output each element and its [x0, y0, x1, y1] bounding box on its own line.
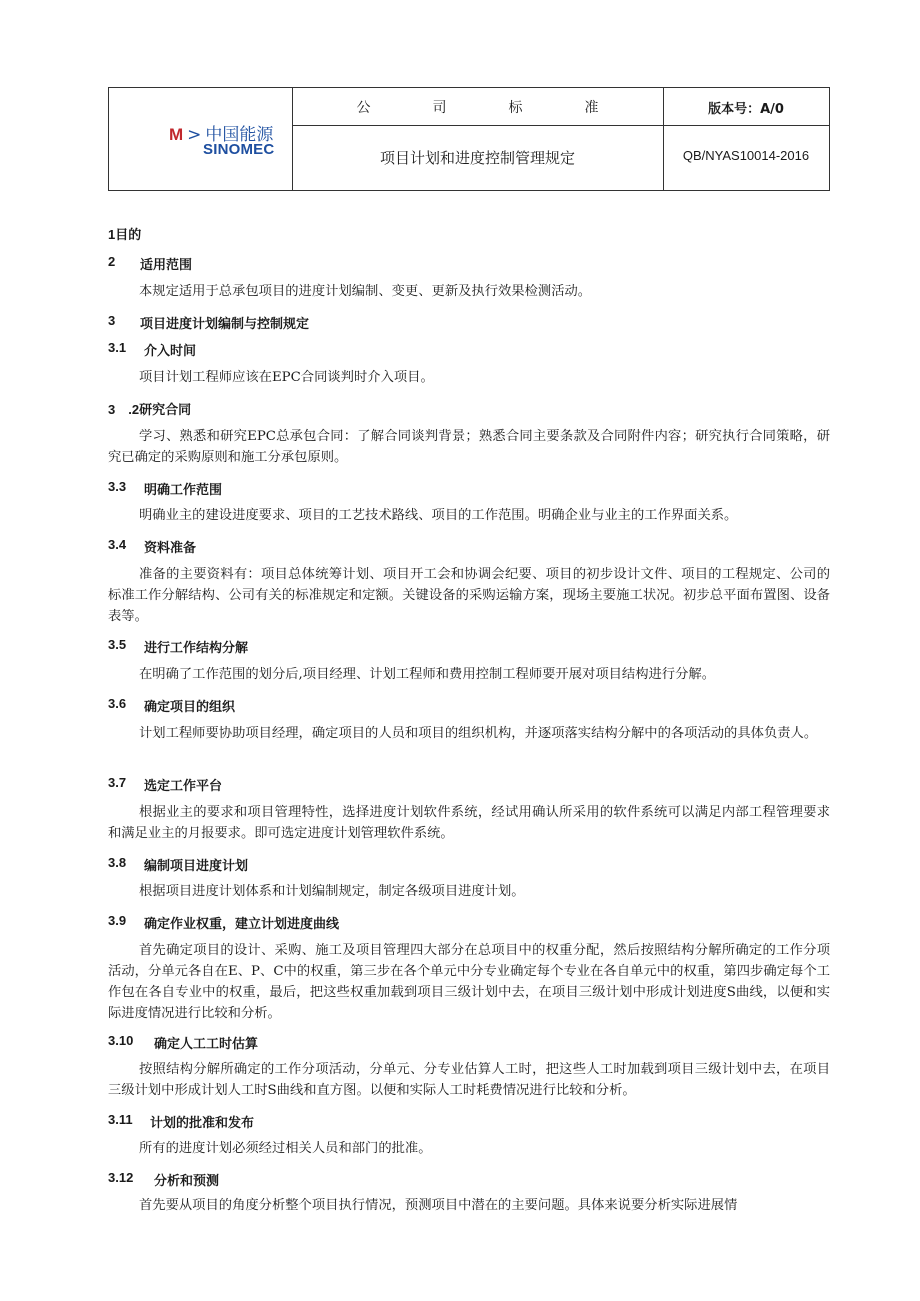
- section-heading: [108, 254, 193, 273]
- section-number: 3.7: [108, 775, 127, 790]
- section-number: 3.12: [108, 1170, 134, 1185]
- section-title: 研究合同: [139, 403, 192, 418]
- section-paragraph: 项目计划工程师应该在EPC合同谈判时介入项目。: [139, 370, 434, 385]
- section-heading: [108, 537, 197, 556]
- document-title: 项目计划和进度控制管理规定: [379, 149, 575, 167]
- section-heading: [108, 855, 249, 874]
- section-heading: [108, 340, 197, 359]
- section-number: 3.8: [108, 855, 127, 870]
- section-paragraph: 首先要从项目的角度分析整个项目执行情况，预测项目中潜在的主要问题。具体来说要分析实际进展情: [139, 1198, 738, 1213]
- logo-chinese-name: 中国能源: [205, 125, 274, 145]
- version-cell: [663, 88, 829, 126]
- section-number: 3.3: [108, 479, 127, 494]
- section-heading: [108, 1033, 259, 1052]
- company-standard-cell: [292, 88, 664, 126]
- document-header-table: [108, 87, 830, 191]
- section-number: 3.10: [108, 1033, 134, 1048]
- section-number: 3 .2: [108, 402, 140, 417]
- section-heading: [108, 775, 223, 794]
- section-title: 目的: [115, 228, 142, 243]
- section-paragraph: 按照结构分解所确定的工作分项活动，分单元、分专业估算人工时，把这些人工时加载到项目三级计划中去，在项目三级计划中形成计划人工时S曲线和直方图。以便和实际人工时耗费情况进行比较和分析。: [108, 1062, 830, 1098]
- company-standard-label: 公司标准: [356, 100, 661, 116]
- section-title: 确定作业权重，建立计划进度曲线: [144, 917, 340, 932]
- section-title: 计划的批准和发布: [150, 1116, 255, 1131]
- section-title: 适用范围: [140, 258, 193, 273]
- version-label: 版本号：A/0: [708, 102, 784, 117]
- doc-code-cell: [663, 125, 829, 190]
- section-number: 3.4: [108, 537, 127, 552]
- section-paragraph: 本规定适用于总承包项目的进度计划编制、变更、更新及执行效果检测活动。: [139, 284, 592, 299]
- section-title: 介入时间: [144, 344, 197, 359]
- section-heading: [108, 1170, 220, 1189]
- section-paragraph: 所有的进度计划必须经过相关人员和部门的批准。: [139, 1141, 432, 1156]
- section-heading: [108, 637, 249, 656]
- section-title: 编制项目进度计划: [144, 859, 249, 874]
- section-number: 3.9: [108, 913, 127, 928]
- section-heading: [108, 913, 340, 932]
- section-title: 项目进度计划编制与控制规定: [140, 317, 310, 332]
- logo-cell: [109, 88, 293, 190]
- section-number: 3.11: [108, 1112, 133, 1127]
- section-paragraph: 根据业主的要求和项目管理特性，选择进度计划软件系统，经试用确认所采用的软件系统可以满足内部工程管理要求和满足业主的月报要求。即可选定进度计划管理软件系统。: [108, 805, 830, 841]
- section-title: 明确工作范围: [144, 483, 223, 498]
- section-paragraph: 根据项目进度计划体系和计划编制规定，制定各级项目进度计划。: [139, 884, 525, 899]
- section-title: 分析和预测: [154, 1174, 220, 1189]
- section-heading: [108, 479, 223, 498]
- section-heading: [108, 313, 310, 332]
- section-heading: [108, 1112, 255, 1131]
- section-number: 3.5: [108, 637, 127, 652]
- doc-title-cell: [292, 125, 664, 190]
- logo-english-name: SINOMEC: [203, 141, 275, 158]
- section-number: 1: [108, 227, 116, 242]
- section-title: 进行工作结构分解: [144, 641, 249, 656]
- section-title: 资料准备: [144, 541, 197, 556]
- section-number: 3.1: [108, 340, 127, 355]
- document-code: QB/NYAS10014-2016: [682, 148, 810, 163]
- section-title: 确定项目的组织: [144, 700, 236, 715]
- section-paragraph: 首先确定项目的设计、采购、施工及项目管理四大部分在总项目中的权重分配，然后按照结构分解所确定的工作分项活动，分单元各自在E、P、C中的权重，第三步在各个单元中分专业确定每个专业在各自单元中的权重，第四步确定每个工作包在各自专业中的权重，最后，把这些权重加载到项目三级计划中去，在项目三级计划中形成计划进度S曲线，以便和实际进度情况进行比较和分析。: [108, 943, 830, 1021]
- logo-arrow-icon: >: [187, 125, 202, 145]
- section-paragraph: 在明确了工作范围的划分后,项目经理、计划工程师和费用控制工程师要开展对项目结构进行分解。: [139, 667, 715, 682]
- section-paragraph: 明确业主的建设进度要求、项目的工艺技术路线、项目的工作范围。明确企业与业主的工作界面关系。: [139, 508, 738, 523]
- section-number: 3.6: [108, 696, 127, 711]
- section-number: 3: [108, 313, 116, 328]
- section-paragraph: 学习、熟悉和研究EPC总承包合同：了解合同谈判背景；熟悉合同主要条款及合同附件内容；研究执行合同策略，研究已确定的采购原则和施工分承包原则。: [108, 429, 830, 465]
- section-paragraph: 准备的主要资料有：项目总体统筹计划、项目开工会和协调会纪要、项目的初步设计文件、项目的工程规定、公司的标准工作分解结构、公司有关的标准规定和定额。关键设备的采购运输方案，现场主要施工状况。初步总平面布置图、设备表等。: [108, 567, 830, 624]
- section-number: 2: [108, 254, 116, 269]
- section-heading: [108, 224, 141, 243]
- section-heading: [108, 399, 191, 418]
- logo-mark: M: [169, 125, 184, 144]
- section-title: 选定工作平台: [144, 779, 223, 794]
- section-heading: [108, 696, 236, 715]
- section-title: 确定人工工时估算: [154, 1037, 259, 1052]
- section-paragraph: 计划工程师要协助项目经理，确定项目的人员和项目的组织机构，并逐项落实结构分解中的各项活动的具体负责人。: [139, 726, 818, 741]
